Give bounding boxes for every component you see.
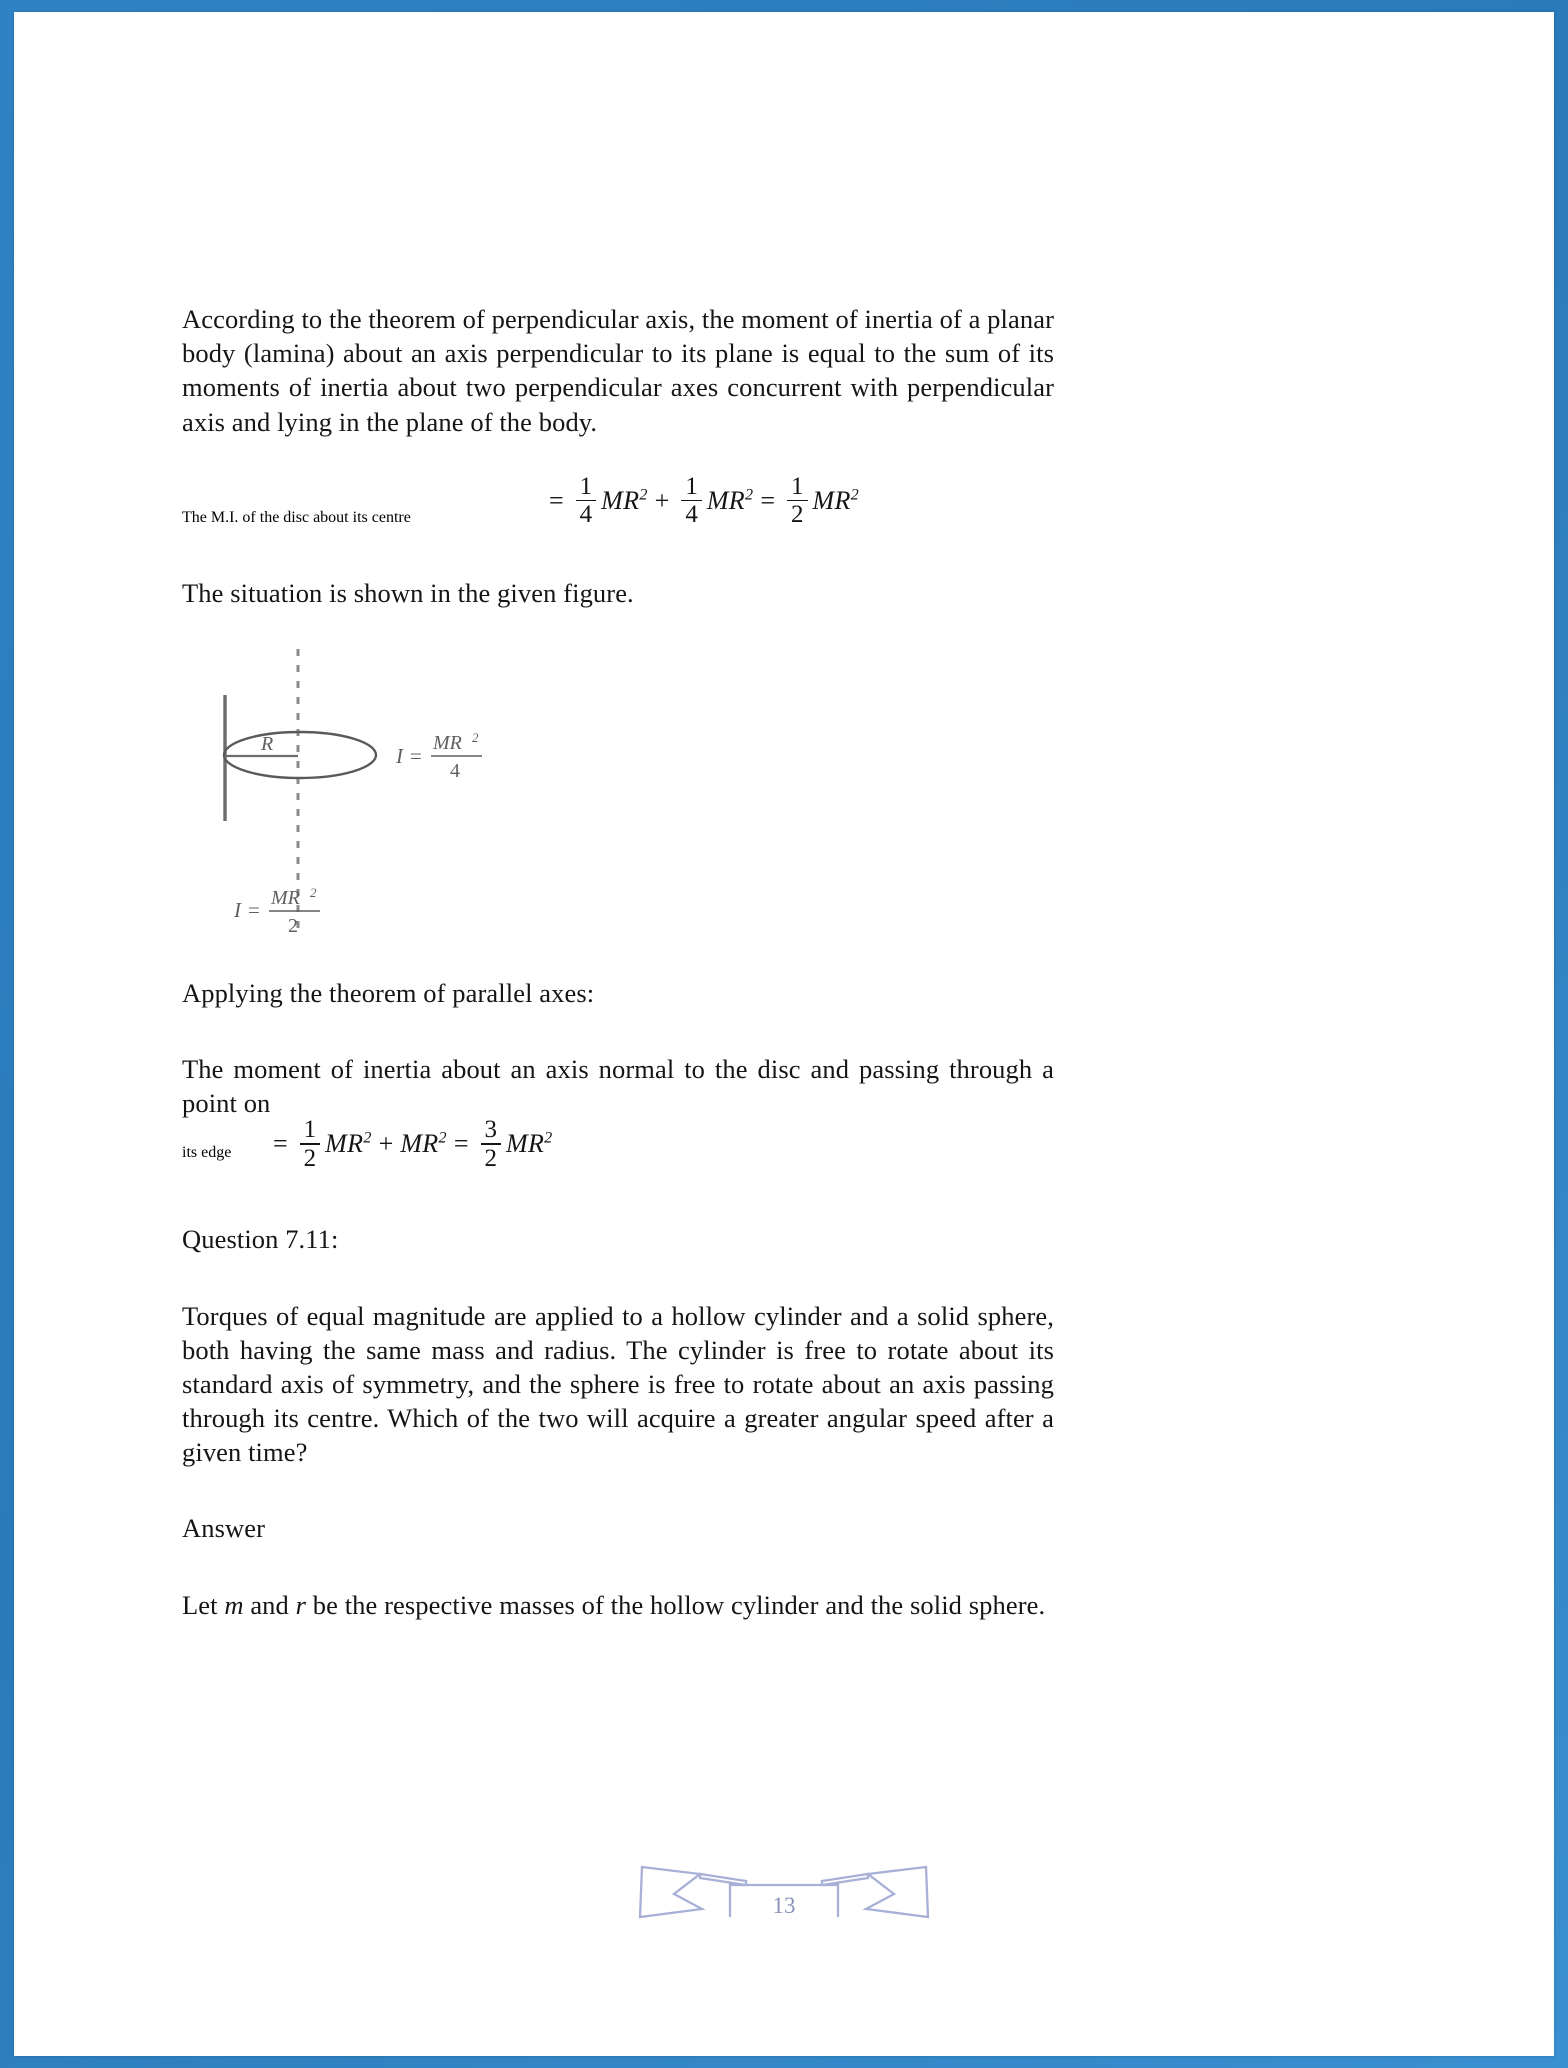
equals-sign-2: = (453, 1129, 469, 1159)
answer-first-line (182, 1588, 1054, 1622)
term-mr-squared-b: $MR^2$ (706, 485, 754, 515)
answer-text-part-3: be the respective masses of the hollow cylinder and the solid sphere. (306, 1589, 1046, 1620)
equation-disc-centre (542, 473, 859, 529)
fraction-one-half (300, 1116, 321, 1172)
plus-sign: + (378, 1129, 394, 1159)
question-body-text: Torques of equal magnitude are applied to a hollow cylinder and a solid sphere, both having the same mass and radius. The cylinder is free to rotate about its standard axis of symmetry, and the sphere is free to rotate about an axis passing through its centre. Which of the two will acquire a greater angular speed after a given time? (182, 1300, 1054, 1468)
its-edge-label: its edge (182, 1144, 232, 1162)
numerator: 3 (484, 1116, 498, 1144)
document-content (182, 302, 1054, 1622)
denominator: 4 (685, 501, 698, 529)
label-inertia-diameter-axis (395, 730, 482, 782)
answer-text-part-1: Let (182, 1589, 225, 1620)
fraction-three-halves (481, 1116, 502, 1172)
denominator: 2 (791, 501, 804, 529)
label-bottom-denominator: 2 (288, 914, 298, 937)
numerator: 1 (579, 472, 593, 500)
label-right-numerator-exponent: 2 (472, 729, 479, 745)
label-right-numerator: MR (433, 731, 462, 754)
denominator: 2 (303, 1144, 317, 1172)
paragraph-perpendicular-axis-theorem: According to the theorem of perpendicular axis, the moment of inertia of a planar body (lamina) about an axis perpendicular to its plane is equal to the sum of its moments of inertia about two perpendicular axes concurrent with perpendicular axis and lying in the plane of the body. (182, 304, 1054, 437)
label-bottom-numerator-exponent: 2 (310, 884, 317, 900)
fraction-one-quarter-b (681, 473, 702, 529)
label-right-equals: = (410, 743, 422, 768)
answer-text-part-2: and (243, 1589, 296, 1620)
variable-m: m (224, 1589, 244, 1620)
label-right-I: I (396, 743, 403, 768)
numerator: 1 (303, 1116, 317, 1144)
question-heading: Question 7.11: (182, 1224, 339, 1255)
term-mr-squared-a: $MR^2$ (601, 485, 648, 515)
label-right-denominator: 4 (450, 759, 460, 782)
paragraph-parallel-axes-heading: Applying the theorem of parallel axes: (182, 977, 595, 1008)
answer-heading: Answer (182, 1513, 266, 1544)
plus-sign: + (654, 485, 670, 515)
term-mr-squared-c: $MR^2$ (812, 485, 860, 515)
paragraph-situation-figure: The situation is shown in the given figure. (182, 577, 634, 608)
equals-sign-2: = (760, 485, 776, 515)
term-mr-squared-b: $MR^2$ (400, 1129, 447, 1159)
figure-svg (218, 643, 678, 943)
paragraph-moment-normal-disc: The moment of inertia about an axis normal to the disc and passing through a point on (182, 1054, 1054, 1119)
fraction-one-half (787, 473, 808, 529)
page-number: 13 (772, 1893, 796, 1918)
mi-disc-centre-label: The M.I. of the disc about its centre (182, 508, 411, 526)
radius-label: R (261, 732, 274, 755)
equation-edge-parallel-axis (266, 1116, 553, 1172)
mi-disc-centre-row (182, 472, 1054, 543)
footer-ornament (14, 1847, 1554, 1938)
equals-sign-1: = (549, 485, 564, 515)
term-mr-squared-a: $MR^2$ (325, 1129, 372, 1159)
denominator: 4 (579, 501, 593, 529)
term-mr-squared-c: $MR^2$ (506, 1129, 553, 1159)
footer-ornament-svg (634, 1847, 934, 1933)
figure-disc-moment-of-inertia (218, 643, 678, 943)
label-inertia-normal-axis (233, 885, 320, 937)
fraction-one-quarter-a (576, 473, 597, 529)
page-sheet (14, 12, 1554, 2056)
numerator: 1 (685, 472, 698, 500)
numerator: 1 (791, 472, 804, 500)
denominator: 2 (484, 1144, 498, 1172)
label-bottom-numerator: MR (271, 886, 300, 909)
equals-sign-1: = (273, 1129, 288, 1159)
label-bottom-I: I (234, 897, 241, 922)
variable-r: r (295, 1589, 307, 1620)
its-edge-row (182, 1116, 1054, 1180)
label-bottom-equals: = (248, 897, 260, 922)
